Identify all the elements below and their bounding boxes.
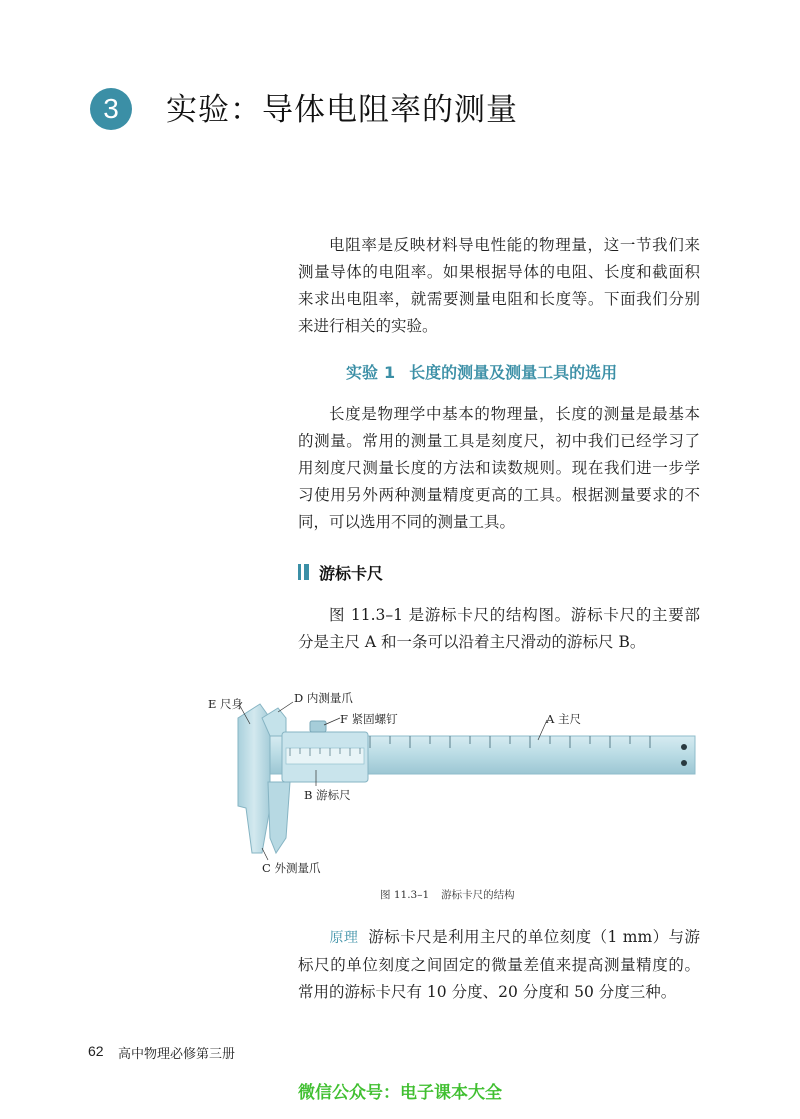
principle-paragraph [298,924,700,1006]
section-number-badge: 3 [90,88,132,130]
label-inner-jaw-d: D 内测量爪 [294,691,353,705]
page-number: 62 [88,1043,104,1059]
rivet-icon [681,760,687,766]
experiment-heading [346,360,617,383]
book-name: 高中物理必修第三册 [118,1047,236,1062]
label-screw-f: F 紧固螺钉 [340,712,398,726]
experiment-label: 实验 [346,363,379,382]
label-body-e: E 尺身 [208,697,244,711]
outer-jaw [268,782,290,853]
section-title: 实验：导体电阻率的测量 [166,92,518,128]
vernier-caliper-figure [190,688,710,878]
heading-marker-icon [304,564,309,580]
principle-label: 原理 [329,930,359,946]
experiment-number: 1 [384,363,396,382]
experiment-title: 长度的测量及测量工具的选用 [409,363,618,382]
figure-caption-text: 游标卡尺的结构 [441,889,515,901]
experiment-paragraph: 长度是物理学中基本的物理量，长度的测量是最基本的测量。常用的测量工具是刻度尺，初中我们已经学习了用刻度尺测量长度的方法和读数规则。现在我们进一步学习使用另外两种测量精度更高的工具。根据测量要求的不同，可以选用不同的测量工具。 [298,405,700,531]
intro-paragraph: 电阻率是反映材料导电性能的物理量，这一节我们来测量导体的电阻率。如果根据导体的电阻、长度和截面积来求出电阻率，就需要测量电阻和长度等。下面我们分别来进行相关的实验。 [298,236,700,335]
subsection-paragraph: 图 11.3–1 是游标卡尺的结构图。游标卡尺的主要部分是主尺 A 和一条可以沿着主尺滑动的游标尺 B。 [298,606,700,651]
vernier-scale [286,748,364,764]
rivet-icon [681,744,687,750]
wechat-watermark: 微信公众号：电子课本大全 [298,1083,502,1103]
subsection-heading [298,561,383,583]
label-vernier-b: B 游标尺 [304,788,351,802]
label-outer-jaw-c: C 外测量爪 [262,861,321,875]
figure-caption [380,887,515,902]
subsection-title: 游标卡尺 [319,563,384,583]
locking-screw-icon [310,721,326,732]
heading-marker-icon [298,564,301,580]
principle-text: 游标卡尺是利用主尺的单位刻度（1 mm）与游标尺的单位刻度之间固定的微量差值来提高测量精度的。常用的游标卡尺有 10 分度、20 分度和 50 分度三种。 [298,928,701,1001]
label-main-scale-a: A 主尺 [546,712,581,726]
figure-caption-number: 图 11.3–1 [380,889,430,901]
vernier-caliper-illustration [190,688,710,878]
